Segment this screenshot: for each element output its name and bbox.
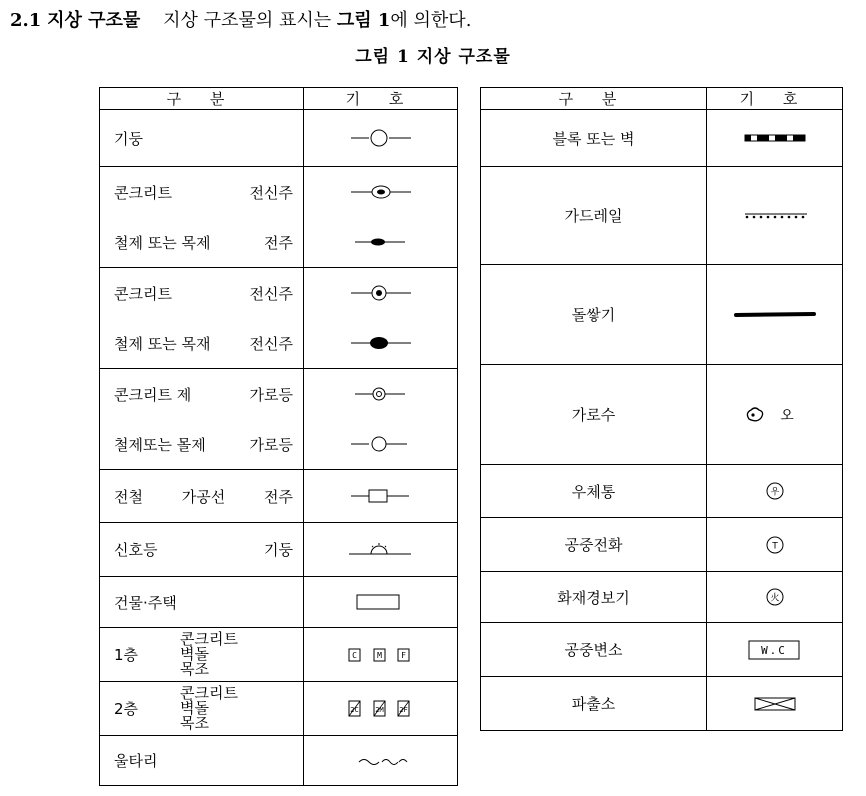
toilet-glyph: W.C [760, 643, 787, 657]
sub-label-b: 전신주 [249, 334, 293, 353]
stone-wall-symbol-icon [707, 265, 843, 365]
public-toilet-symbol-icon [707, 623, 843, 677]
table-row [481, 518, 843, 572]
table-row [100, 577, 458, 628]
police-box-symbol-icon [707, 677, 843, 731]
steel-streetlight-symbol-icon [304, 419, 457, 469]
col-category-header: 구 분 [100, 88, 304, 110]
list-item [100, 318, 303, 368]
row-label: 우체통 [481, 465, 707, 518]
sub-label-b: 전신주 [249, 284, 293, 303]
mailbox-glyph: 우 [770, 487, 779, 498]
sub-label-a: 콘크리트 [114, 183, 172, 202]
table-header [100, 88, 458, 110]
table-row [481, 465, 843, 518]
list-item [100, 369, 303, 419]
table-row [481, 677, 843, 731]
row-label: 돌쌓기 [481, 265, 707, 365]
row-label: 가로수 [481, 365, 707, 465]
col-symbol-header: 기 호 [304, 88, 458, 110]
figure-reference: 그림 1 [336, 10, 391, 31]
sub-label-b: 가로등 [249, 435, 293, 454]
single-story-building-codes [304, 628, 458, 682]
col-symbol-header: 기 호 [707, 88, 843, 110]
table-row [481, 110, 843, 167]
list-item [100, 539, 303, 560]
table-row [481, 365, 843, 465]
guardrail-symbol-icon [707, 167, 843, 265]
code-label: 2M [374, 705, 384, 714]
section-number: 2.1 [10, 10, 42, 31]
table-row [100, 736, 458, 786]
section-title: 지상 구조물 [47, 10, 141, 31]
public-phone-symbol-icon [707, 518, 843, 572]
code-label: C [351, 650, 357, 660]
table-row [481, 167, 843, 265]
tree-glyph: 오 [779, 407, 794, 424]
table-row [100, 110, 458, 167]
table-row [481, 265, 843, 365]
steel-wood-telegraph-pole-symbol-icon [304, 318, 457, 368]
sub-label-b: 전주 [264, 233, 293, 252]
code-label: F [400, 650, 406, 660]
material-label: 콘크리트 [180, 684, 238, 702]
section-heading [10, 6, 471, 32]
left-symbol-table [99, 87, 458, 786]
sub-label-b: 가로등 [249, 385, 293, 404]
sub-label-a: 전철 [114, 487, 143, 506]
list-item [100, 268, 303, 318]
table-row [100, 369, 458, 470]
pillar-symbol-icon [304, 110, 458, 167]
concrete-telegraph-pole-symbol-icon [304, 268, 457, 318]
table-row [100, 268, 458, 369]
fire-alarm-symbol-icon [707, 572, 843, 623]
material-label: 목조 [180, 714, 209, 732]
sub-label-a: 철제 또는 목제 [114, 233, 211, 252]
section-text-after: 에 의한다. [390, 10, 472, 31]
right-symbol-table [480, 87, 843, 731]
list-item [100, 217, 303, 267]
table-row [100, 167, 458, 268]
table-row [100, 523, 458, 577]
table-row [100, 628, 458, 682]
fence-symbol-icon [304, 736, 458, 786]
street-tree-symbol-icon [707, 365, 843, 465]
floor-level: 1층 [114, 646, 139, 664]
row-label: 기둥 [100, 110, 304, 167]
list-item [100, 167, 303, 217]
table-header [481, 88, 843, 110]
building-symbol-icon [304, 577, 458, 628]
list-item [100, 486, 303, 507]
two-story-building-codes [304, 682, 458, 736]
sub-label-b: 전주 [264, 487, 293, 506]
phone-glyph: T [771, 541, 778, 551]
row-label: 공중전화 [481, 518, 707, 572]
sub-label-a: 철제 또는 목재 [114, 334, 211, 353]
code-label: M [376, 650, 382, 660]
material-label: 벽돌 [180, 699, 209, 717]
row-label: 가드레일 [481, 167, 707, 265]
material-label: 벽돌 [180, 645, 209, 663]
material-label: 목조 [180, 660, 209, 678]
table-row [481, 572, 843, 623]
section-text-before: 지상 구조물의 표시는 [163, 10, 332, 31]
row-label: 공중변소 [481, 623, 707, 677]
steel-wood-pole-symbol-icon [304, 217, 457, 267]
sub-label-b: 전신주 [249, 183, 293, 202]
code-label: 2C [349, 705, 359, 714]
material-label: 콘크리트 [180, 630, 238, 648]
table-row [100, 470, 458, 523]
concrete-streetlight-symbol-icon [304, 369, 457, 419]
row-label: 블록 또는 벽 [481, 110, 707, 167]
row-label: 화재경보기 [481, 572, 707, 623]
railway-overhead-pole-symbol-icon [304, 470, 458, 523]
sub-label-a: 철제또는 몰제 [114, 435, 206, 454]
sub-label-b: 기둥 [264, 541, 293, 559]
table-row [100, 682, 458, 736]
sub-label-a: 콘크리트 제 [114, 385, 192, 404]
fire-glyph: 火 [769, 593, 780, 604]
list-item [100, 683, 303, 735]
mailbox-symbol-icon [707, 465, 843, 518]
row-label: 파출소 [481, 677, 707, 731]
col-category-header: 구 분 [481, 88, 707, 110]
traffic-signal-symbol-icon [304, 523, 458, 577]
table-row [481, 623, 843, 677]
floor-level: 2층 [114, 700, 139, 718]
sub-label-a: 콘크리트 [114, 284, 172, 303]
list-item [100, 629, 303, 681]
figure-caption: 그림 1 지상 구조물 [355, 47, 511, 67]
code-label: 2F [398, 705, 408, 714]
concrete-pole-symbol-icon [304, 167, 457, 217]
row-label: 건물·주택 [100, 577, 304, 628]
block-wall-symbol-icon [707, 110, 843, 167]
list-item [100, 419, 303, 469]
row-label: 울타리 [100, 736, 304, 786]
sub-label-a: 신호등 [114, 541, 158, 559]
sub-label-m: 가공선 [181, 487, 226, 506]
